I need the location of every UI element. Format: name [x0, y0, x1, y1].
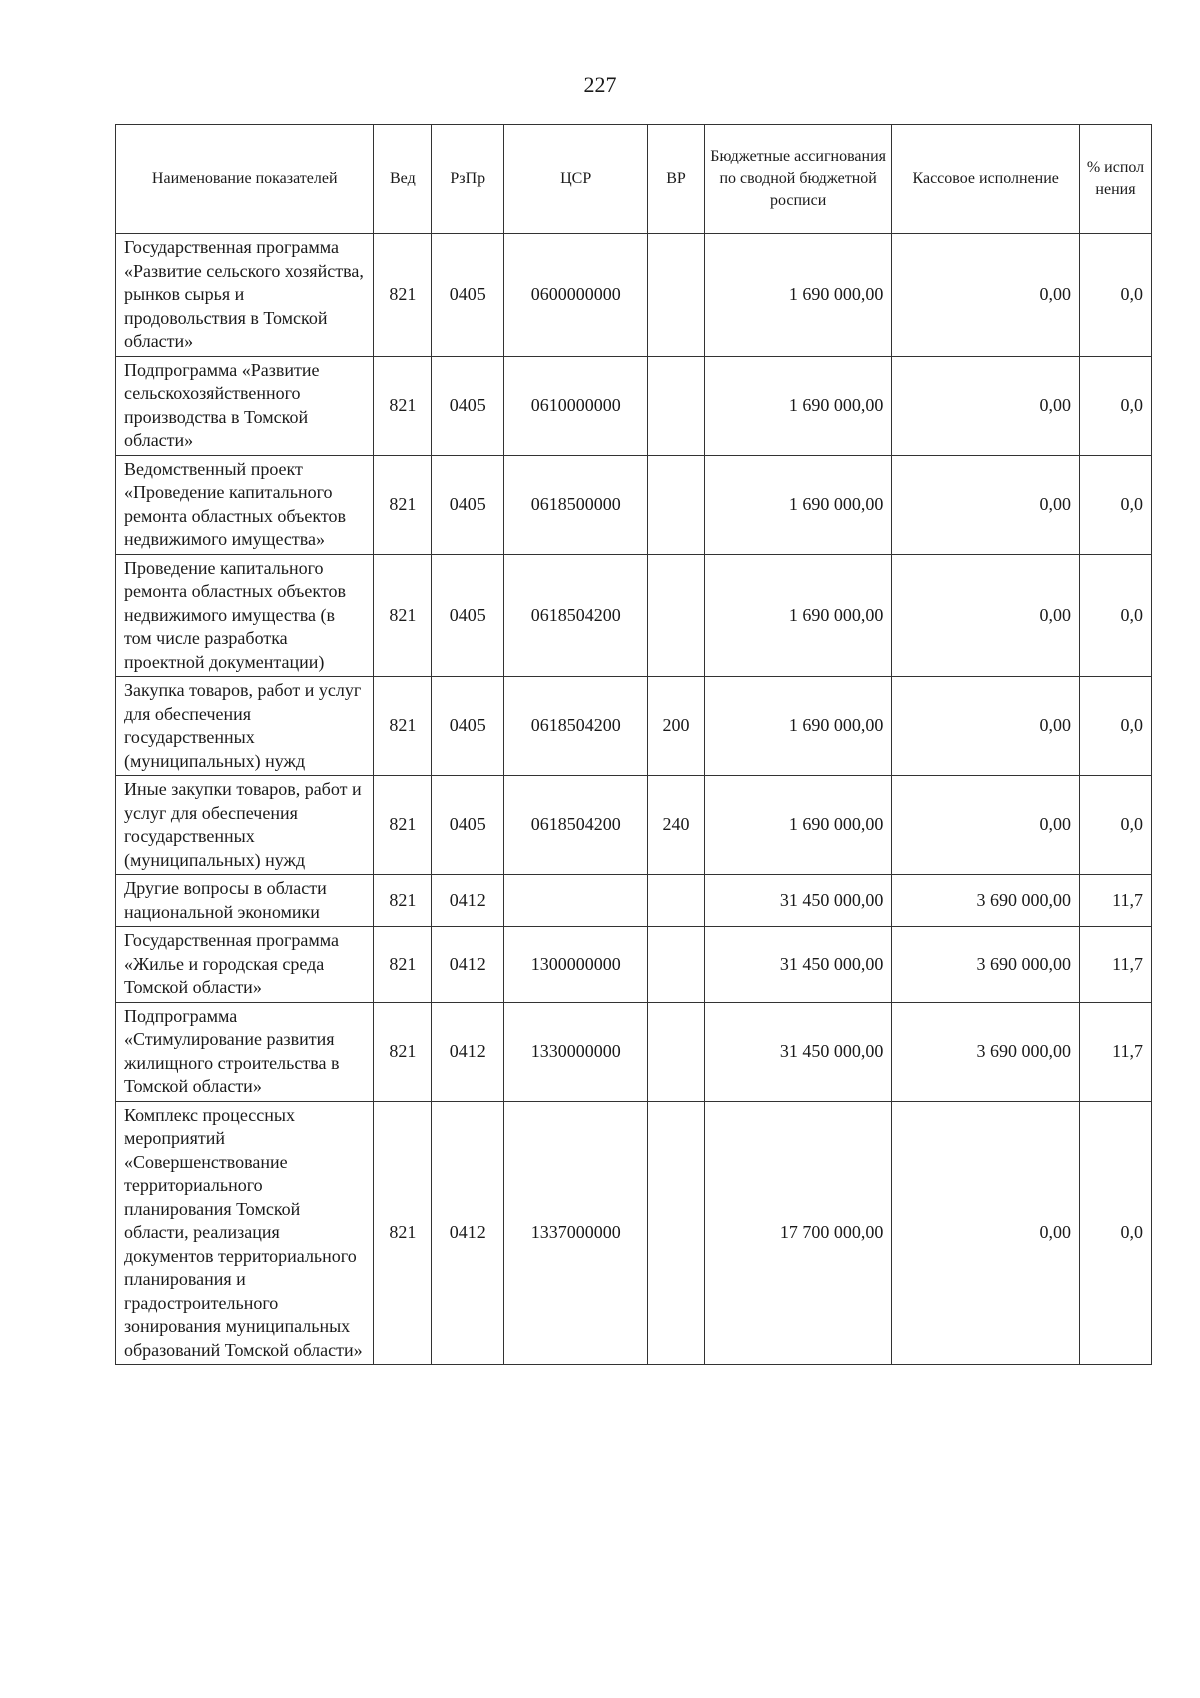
cell-budget: 1 690 000,00	[704, 776, 892, 875]
cell-rzpr: 0412	[432, 1002, 504, 1101]
header-percent: % испол нения	[1079, 125, 1151, 234]
cell-csr: 0618504200	[504, 677, 648, 776]
cell-rzpr: 0405	[432, 554, 504, 677]
cell-ved: 821	[374, 927, 432, 1003]
cell-name: Закупка товаров, работ и услуг для обеспечения государственных (муниципальных) нужд	[116, 677, 374, 776]
cell-ved: 821	[374, 875, 432, 927]
cell-name: Проведение капитального ремонта областных объектов недвижимого имущества (в том числе разработка проектной документации)	[116, 554, 374, 677]
cell-name: Комплекс процессных мероприятий «Совершенствование территориального планирования Томской области, реализация документов территориального планирования и градостроительного зонирования муниципальных образований Томской области»	[116, 1101, 374, 1365]
cell-vr	[648, 1101, 705, 1365]
cell-rzpr: 0405	[432, 234, 504, 357]
header-budget: Бюджетные ассигнования по сводной бюджетной росписи	[704, 125, 892, 234]
cell-cash: 0,00	[892, 1101, 1080, 1365]
header-rzpr: РзПр	[432, 125, 504, 234]
cell-cash: 0,00	[892, 554, 1080, 677]
cell-name: Подпрограмма «Развитие сельскохозяйственного производства в Томской области»	[116, 356, 374, 455]
cell-cash: 0,00	[892, 356, 1080, 455]
cell-rzpr: 0405	[432, 455, 504, 554]
cell-ved: 821	[374, 356, 432, 455]
cell-cash: 0,00	[892, 455, 1080, 554]
cell-ved: 821	[374, 554, 432, 677]
cell-vr	[648, 455, 705, 554]
cell-cash: 0,00	[892, 776, 1080, 875]
page-number: 227	[583, 72, 617, 97]
table-row	[116, 677, 1152, 776]
cell-rzpr: 0405	[432, 776, 504, 875]
cell-vr: 200	[648, 677, 705, 776]
cell-csr: 1330000000	[504, 1002, 648, 1101]
cell-rzpr: 0412	[432, 1101, 504, 1365]
table-row	[116, 875, 1152, 927]
cell-budget: 31 450 000,00	[704, 875, 892, 927]
table-row	[116, 927, 1152, 1003]
cell-percent: 0,0	[1079, 554, 1151, 677]
cell-vr	[648, 356, 705, 455]
cell-percent: 11,7	[1079, 875, 1151, 927]
cell-vr	[648, 927, 705, 1003]
cell-name: Иные закупки товаров, работ и услуг для обеспечения государственных (муниципальных) нужд	[116, 776, 374, 875]
cell-budget: 31 450 000,00	[704, 927, 892, 1003]
cell-ved: 821	[374, 677, 432, 776]
header-csr: ЦСР	[504, 125, 648, 234]
table-row	[116, 554, 1152, 677]
cell-name: Государственная программа «Жилье и городская среда Томской области»	[116, 927, 374, 1003]
cell-rzpr: 0405	[432, 356, 504, 455]
table-row	[116, 455, 1152, 554]
cell-budget: 1 690 000,00	[704, 455, 892, 554]
cell-cash: 0,00	[892, 677, 1080, 776]
cell-csr: 0618504200	[504, 776, 648, 875]
header-ved: Вед	[374, 125, 432, 234]
cell-percent: 0,0	[1079, 1101, 1151, 1365]
cell-percent: 0,0	[1079, 234, 1151, 357]
cell-budget: 17 700 000,00	[704, 1101, 892, 1365]
cell-csr: 1300000000	[504, 927, 648, 1003]
header-name: Наименование показателей	[116, 125, 374, 234]
cell-budget: 1 690 000,00	[704, 554, 892, 677]
table-row	[116, 234, 1152, 357]
cell-percent: 11,7	[1079, 1002, 1151, 1101]
cell-budget: 1 690 000,00	[704, 677, 892, 776]
header-vr: ВР	[648, 125, 705, 234]
cell-cash: 3 690 000,00	[892, 875, 1080, 927]
table-row	[116, 776, 1152, 875]
cell-percent: 0,0	[1079, 776, 1151, 875]
cell-ved: 821	[374, 234, 432, 357]
cell-budget: 31 450 000,00	[704, 1002, 892, 1101]
cell-rzpr: 0412	[432, 927, 504, 1003]
cell-csr: 0618504200	[504, 554, 648, 677]
cell-csr: 0610000000	[504, 356, 648, 455]
cell-cash: 0,00	[892, 234, 1080, 357]
cell-percent: 0,0	[1079, 455, 1151, 554]
cell-percent: 0,0	[1079, 356, 1151, 455]
cell-name: Ведомственный проект «Проведение капитального ремонта областных объектов недвижимого имущества»	[116, 455, 374, 554]
cell-vr	[648, 554, 705, 677]
table-header-row	[116, 125, 1152, 234]
cell-ved: 821	[374, 1002, 432, 1101]
cell-csr: 0600000000	[504, 234, 648, 357]
table-row	[116, 356, 1152, 455]
header-cash: Кассовое исполнение	[892, 125, 1080, 234]
table-row	[116, 1002, 1152, 1101]
cell-name: Подпрограмма «Стимулирование развития жилищного строительства в Томской области»	[116, 1002, 374, 1101]
cell-csr: 0618500000	[504, 455, 648, 554]
budget-table	[115, 124, 1152, 1365]
cell-percent: 11,7	[1079, 927, 1151, 1003]
cell-name: Государственная программа «Развитие сельского хозяйства, рынков сырья и продовольствия в Томской области»	[116, 234, 374, 357]
cell-csr	[504, 875, 648, 927]
cell-cash: 3 690 000,00	[892, 1002, 1080, 1101]
cell-vr	[648, 234, 705, 357]
cell-vr	[648, 875, 705, 927]
cell-ved: 821	[374, 1101, 432, 1365]
table-row	[116, 1101, 1152, 1365]
cell-percent: 0,0	[1079, 677, 1151, 776]
cell-budget: 1 690 000,00	[704, 356, 892, 455]
cell-vr	[648, 1002, 705, 1101]
cell-vr: 240	[648, 776, 705, 875]
cell-csr: 1337000000	[504, 1101, 648, 1365]
cell-budget: 1 690 000,00	[704, 234, 892, 357]
cell-cash: 3 690 000,00	[892, 927, 1080, 1003]
cell-rzpr: 0405	[432, 677, 504, 776]
cell-name: Другие вопросы в области национальной экономики	[116, 875, 374, 927]
cell-ved: 821	[374, 455, 432, 554]
cell-rzpr: 0412	[432, 875, 504, 927]
cell-ved: 821	[374, 776, 432, 875]
